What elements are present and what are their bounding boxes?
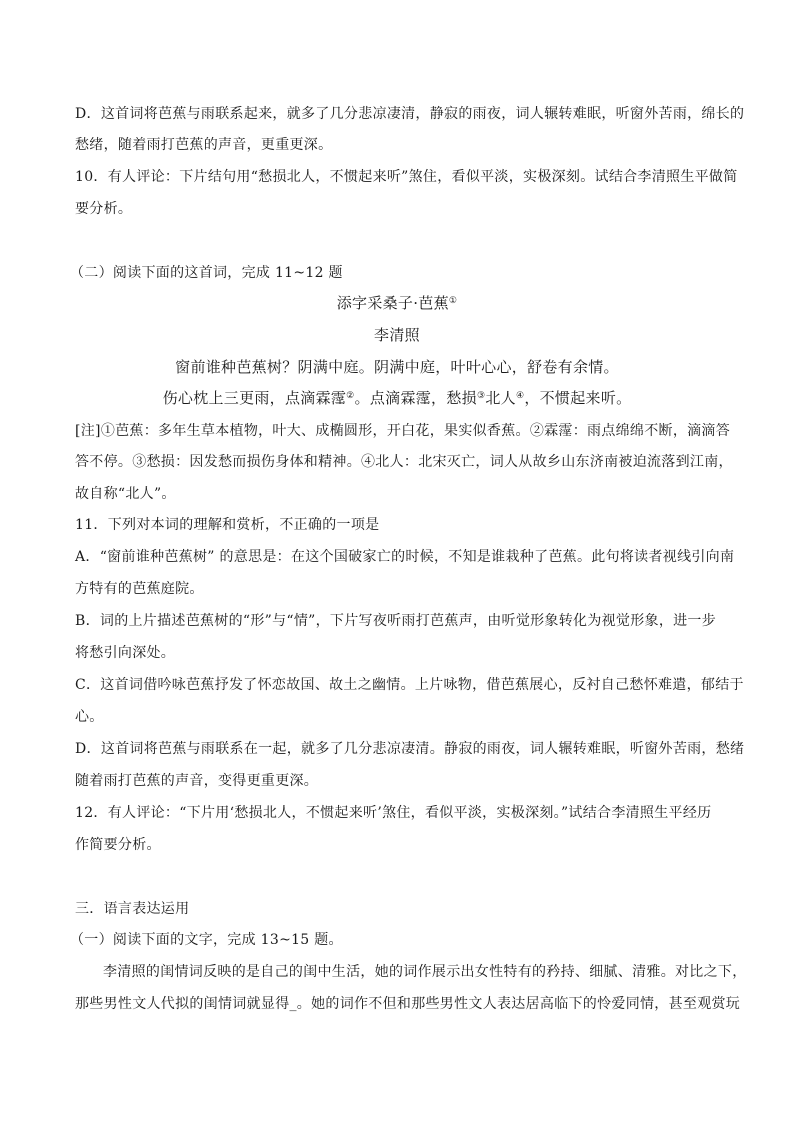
poem-title-text: 添字采桑子·芭蕉 bbox=[336, 294, 449, 312]
q11-option-b-line2: 将愁引向深处。 bbox=[75, 645, 176, 661]
poem-author: 李清照 bbox=[374, 326, 420, 344]
q11-option-a-line1: A．“窗前谁种芭蕉树” 的意思是：在这个国破家亡的时候，不知是谁栽种了芭蕉。此句将读者视线引向南 bbox=[75, 549, 735, 565]
q11-option-c-line2: 心。 bbox=[75, 709, 104, 725]
notes-line2: 答不停。③愁损：因发愁而损伤身体和精神。④北人：北宋灭亡，词人从故乡山东济南被迫流落到江南， bbox=[75, 454, 733, 470]
q11-option-c-line1: C．这首词借吟咏芭蕉抒发了怀恋故国、故土之幽情。上片咏物，借芭蕉展心，反衬自己愁怀难遣，郁结于 bbox=[75, 677, 744, 693]
note-mark-4: ④ bbox=[515, 391, 525, 401]
notes-line1: [注]①芭蕉：多年生草本植物，叶大、成椭圆形，开白花，果实似香蕉。②霖霪：雨点绵绵不断，滴滴答 bbox=[75, 423, 731, 439]
poem-line1: 窗前谁种芭蕉树？阴满中庭。阴满中庭，叶叶心心，舒卷有余情。 bbox=[175, 358, 619, 376]
poem-line2 bbox=[0, 387, 794, 408]
passage-line1: 李清照的闺情词反映的是自己的闺中生活，她的词作展示出女性特有的矜持、细腻、清雅。对比之下， bbox=[103, 964, 747, 980]
q10-line1: 10．有人评论：下片结句用“愁损北人，不惯起来听”煞住，看似平淡，实极深刻。试结合李清照生平做简 bbox=[75, 169, 738, 185]
section3-heading: 三．语言表达运用 bbox=[75, 901, 190, 917]
passage-line2: 那些男性文人代拟的闺情词就显得_。她的词作不但和那些男性文人表达居高临下的怜爱同情，甚至观赏玩 bbox=[75, 996, 741, 1012]
subsection1-heading: （一）阅读下面的文字，完成 13~15 题。 bbox=[70, 932, 343, 948]
q11-option-d-line1: D．这首词将芭蕉与雨联系在一起，就多了几分悲凉凄清。静寂的雨夜，词人辗转难眠，听窗外苦雨，愁绪 bbox=[75, 741, 745, 757]
notes-line3: 故自称“北人”。 bbox=[75, 486, 176, 502]
q9-option-d-line1: D．这首词将芭蕉与雨联系起来，就多了几分悲凉凄清，静寂的雨夜，词人辗转难眠，听窗外苦雨，绵长的 bbox=[75, 106, 745, 122]
poem-title bbox=[0, 292, 794, 313]
q9-option-d-line2: 愁绪，随着雨打芭蕉的声音，更重更深。 bbox=[75, 137, 333, 153]
poem-line2-part-a: 伤心枕上三更雨，点滴霖霪 bbox=[162, 389, 347, 407]
poem-line2-part-b: 。点滴霖霪，愁损 bbox=[354, 389, 477, 407]
q12-line1: 12．有人评论：“下片用‘愁损北人，不惯起来听’煞住，看似平淡，实极深刻。”试结合李清照生平经历 bbox=[75, 805, 712, 821]
poem-line2-part-c: 北人 bbox=[485, 389, 516, 407]
q11-option-a-line2: 方特有的芭蕉庭院。 bbox=[75, 581, 204, 597]
section2-heading: （二）阅读下面的这首词，完成 11~12 题 bbox=[70, 265, 343, 281]
q11-stem: 11．下列对本词的理解和赏析，不正确的一项是 bbox=[75, 517, 380, 533]
q11-option-d-line2: 随着雨打芭蕉的声音，变得更重更深。 bbox=[75, 773, 319, 789]
poem-line2-part-d: ，不惯起来听。 bbox=[524, 389, 632, 407]
note-mark-2: ② bbox=[346, 391, 355, 401]
q10-line2: 要分析。 bbox=[75, 201, 133, 217]
q12-line2: 作简要分析。 bbox=[75, 837, 161, 853]
q11-option-b-line1: B．词的上片描述芭蕉树的“形”与“情”，下片写夜听雨打芭蕉声，由听觉形象转化为视觉形象，进一步 bbox=[75, 613, 717, 629]
poem-title-note-mark: ① bbox=[448, 296, 458, 306]
note-mark-3: ③ bbox=[476, 391, 486, 401]
